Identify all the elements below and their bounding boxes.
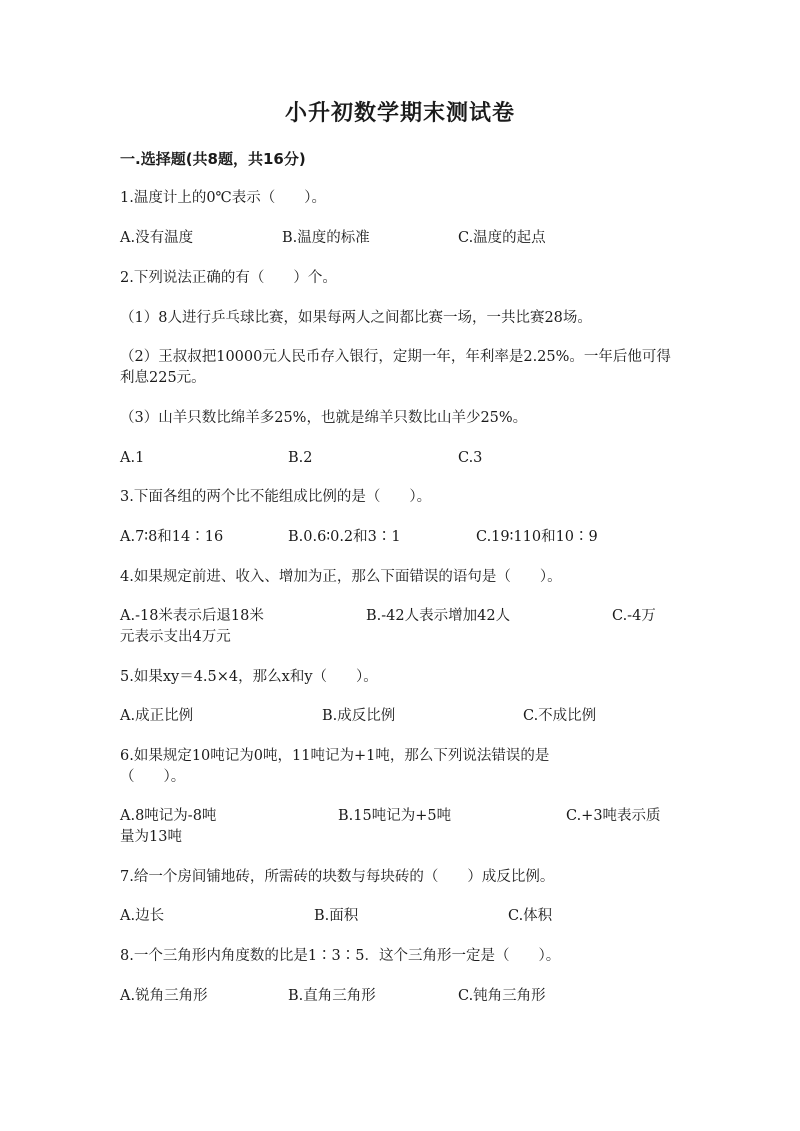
question-8-option-c: C.钝角三角形	[458, 988, 546, 1004]
question-7-stem: 7.给一个房间铺地砖，所需砖的块数与每块砖的（ ）成反比例。	[120, 869, 555, 885]
question-7-option-c: C.体积	[508, 908, 553, 924]
question-2-option-a: A.1	[120, 450, 145, 466]
question-5-stem: 5.如果xy＝4.5×4，那么x和y（ ）。	[120, 669, 378, 685]
question-6-stem-continued: （ ）。	[120, 769, 186, 785]
question-5-option-c: C.不成比例	[523, 708, 597, 724]
question-3-option-a: A.7∶8和14∶16	[120, 529, 224, 545]
question-2-option-c: C.3	[458, 450, 483, 466]
question-4-stem: 4.如果规定前进、收入、增加为正，那么下面错误的语句是（ ）。	[120, 569, 562, 585]
question-6-option-c: C.+3吨表示质	[566, 808, 661, 824]
question-4-option-a: A.-18米表示后退18米	[120, 608, 264, 624]
page-title: 小升初数学期末测试卷	[284, 101, 515, 126]
question-2-statement-3: （3）山羊只数比绵羊多25%，也就是绵羊只数比山羊少25%。	[120, 410, 528, 426]
question-1-option-c: C.温度的起点	[458, 230, 546, 246]
question-2-statement-1: （1）8人进行乒乓球比赛，如果每两人之间都比赛一场，一共比赛28场。	[120, 310, 592, 326]
question-4-option-c: C.-4万	[612, 608, 656, 624]
question-5-option-b: B.成反比例	[322, 708, 396, 724]
question-6-option-a: A.8吨记为-8吨	[120, 808, 217, 824]
question-7-option-b: B.面积	[314, 908, 359, 924]
question-6-option-c-continued: 量为13吨	[120, 829, 182, 845]
question-5-option-a: A.成正比例	[120, 708, 194, 724]
question-1-stem: 1.温度计上的0℃表示（ ）。	[120, 190, 327, 206]
question-8-option-a: A.锐角三角形	[120, 988, 208, 1004]
question-1-option-a: A.没有温度	[120, 230, 194, 246]
question-3-option-b: B.0.6∶0.2和3∶1	[288, 529, 401, 545]
question-3-option-c: C.19∶110和10∶9	[476, 529, 598, 545]
question-7-option-a: A.边长	[120, 908, 165, 924]
question-1-option-b: B.温度的标准	[282, 230, 370, 246]
question-2-statement-2: （2）王叔叔把10000元人民币存入银行，定期一年，年利率是2.25%。一年后他可得利息225元。	[120, 349, 671, 386]
question-3-stem: 3.下面各组的两个比不能组成比例的是（ ）。	[120, 489, 432, 505]
question-2-option-b: B.2	[288, 450, 313, 466]
question-6-option-b: B.15吨记为+5吨	[338, 808, 452, 824]
question-4-option-b: B.-42人表示增加42人	[366, 608, 511, 624]
question-8-option-b: B.直角三角形	[288, 988, 376, 1004]
question-8-stem: 8.一个三角形内角度数的比是1∶3∶5．这个三角形一定是（ ）。	[120, 948, 561, 964]
question-4-option-c-continued: 元表示支出4万元	[120, 629, 231, 645]
section-heading: 一.选择题(共8题，共16分)	[120, 150, 306, 168]
question-6-stem: 6.如果规定10吨记为0吨，11吨记为+1吨，那么下列说法错误的是	[120, 748, 550, 764]
question-2-stem: 2.下列说法正确的有（ ）个。	[120, 270, 337, 286]
